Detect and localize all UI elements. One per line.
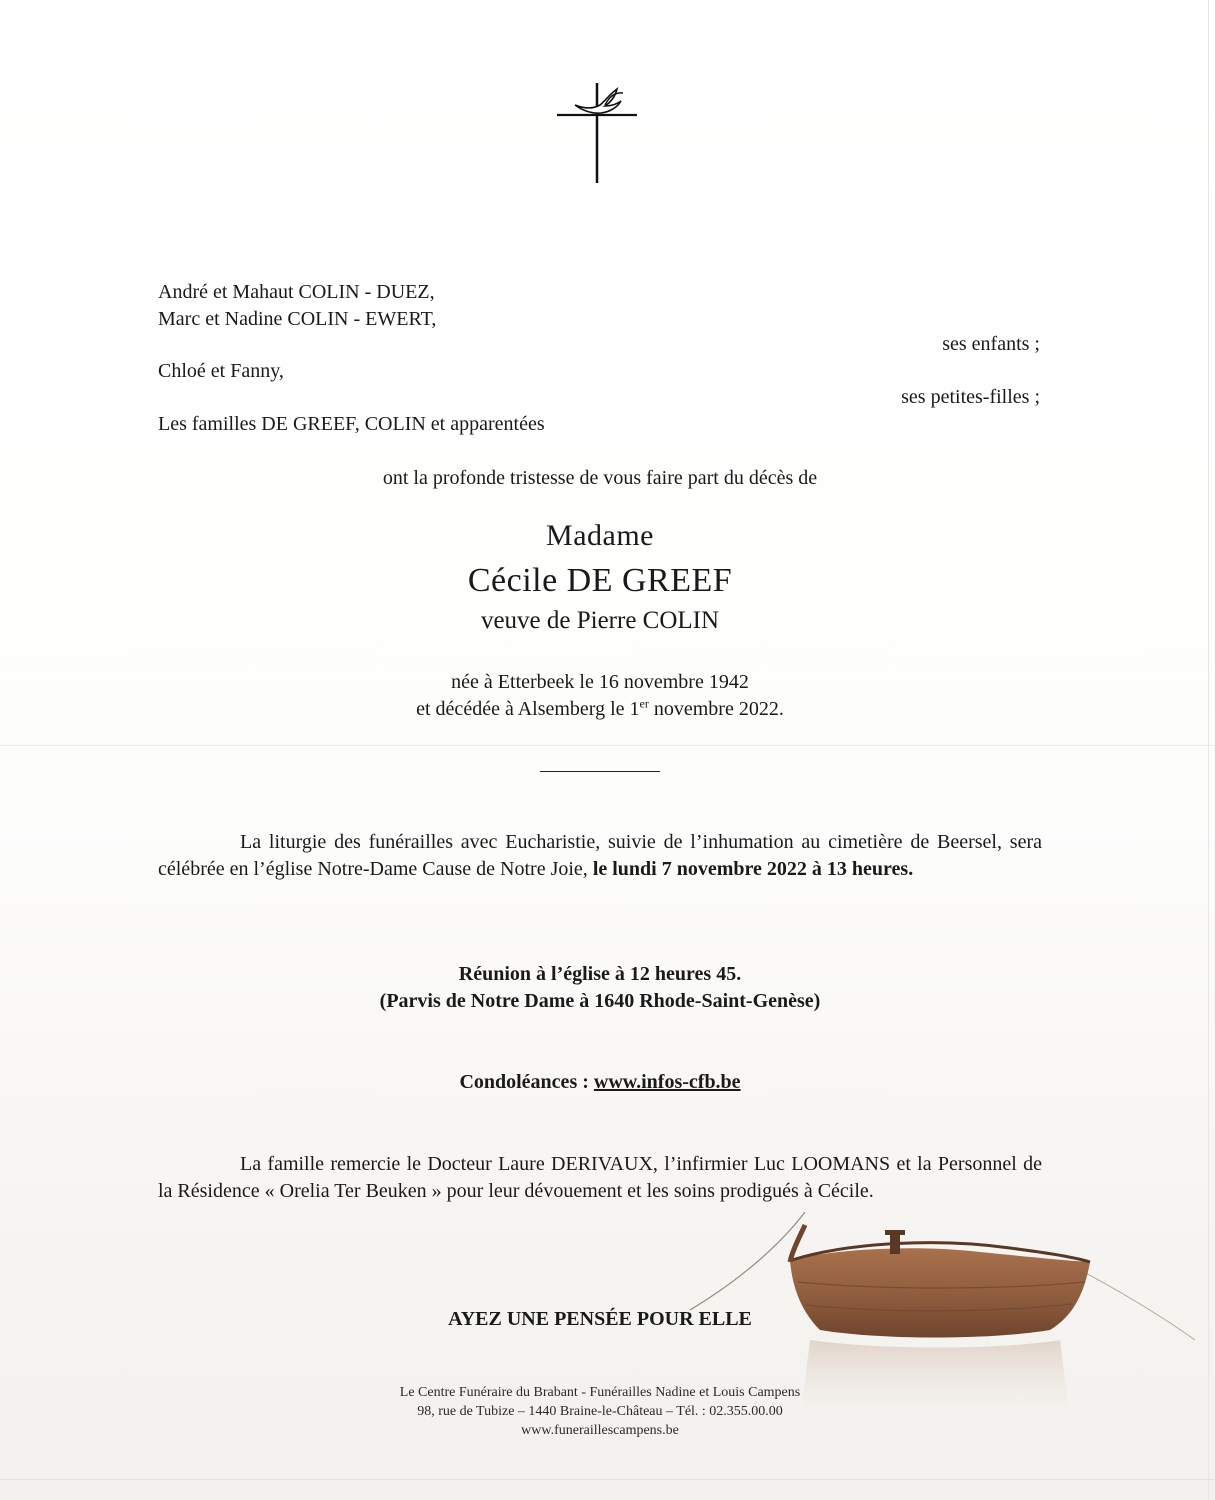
death-line	[0, 696, 1200, 723]
thanks-paragraph	[158, 1151, 1042, 1205]
birth-line: née à Etterbeek le 16 novembre 1942	[451, 671, 749, 693]
liturgy-date: le lundi 7 novembre 2022 à 13 heures.	[592, 858, 914, 880]
children-role: ses enfants ;	[942, 333, 1040, 355]
footer-line-2: 98, rue de Tubize – 1440 Braine-le-Château – Tél. : 02.355.00.00	[417, 1404, 783, 1419]
condolences-link[interactable]: www.infos-cfb.be	[593, 1071, 741, 1093]
divider	[540, 771, 660, 772]
grandchildren-role: ses petites-filles ;	[901, 386, 1040, 408]
announcement: ont la profonde tristesse de vous faire part du décès de	[382, 467, 818, 489]
children-line-2: Marc et Nadine COLIN - EWERT,	[158, 308, 437, 330]
families-line: Les familles DE GREEF, COLIN et apparentées	[158, 413, 545, 435]
deceased-title: Madame	[546, 519, 654, 552]
condolences-line	[0, 1069, 1200, 1096]
death-suffix: novembre 2022.	[648, 698, 784, 720]
death-ordinal: er	[639, 696, 649, 711]
cross-with-dove-icon	[545, 75, 655, 190]
page-edge-bottom	[0, 1479, 1215, 1480]
thanks-text: La famille remercie le Docteur Laure DERIVAUX, l’infirmier Luc LOOMANS et la Personnel de la Résidence « Orelia Ter Beuken » pour leur dévouement et les soins prodigués à Cécile.	[158, 1153, 1042, 1202]
grandchildren-line: Chloé et Fanny,	[158, 360, 284, 382]
condolences-label: Condoléances :	[459, 1071, 594, 1093]
meeting-line-1: Réunion à l’église à 12 heures 45.	[458, 963, 742, 985]
page-edge	[1208, 0, 1209, 1500]
children-line-1: André et Mahaut COLIN - DUEZ,	[158, 281, 435, 303]
deceased-widow: veuve de Pierre COLIN	[480, 607, 720, 634]
footer-line-1: Le Centre Funéraire du Brabant - Funérailles Nadine et Louis Campens	[399, 1385, 801, 1400]
liturgy-paragraph	[158, 829, 1042, 883]
footer-website[interactable]: www.funeraillescampens.be	[521, 1423, 679, 1438]
meeting-line-2: (Parvis de Notre Dame à 1640 Rhode-Saint-Genèse)	[379, 990, 821, 1012]
deceased-name: Cécile DE GREEF	[467, 562, 733, 599]
liturgy-text: La liturgie des funérailles avec Eucharistie, suivie de l’inhumation au cimetière de Beersel, sera célébrée en l’église Notre-Dame Cause de Notre Joie,	[158, 831, 1042, 880]
closing-line: AYEZ UNE PENSÉE POUR ELLE	[448, 1308, 752, 1330]
death-prefix: et décédée à Alsemberg le 1	[416, 698, 640, 720]
fold-line	[0, 745, 1215, 746]
